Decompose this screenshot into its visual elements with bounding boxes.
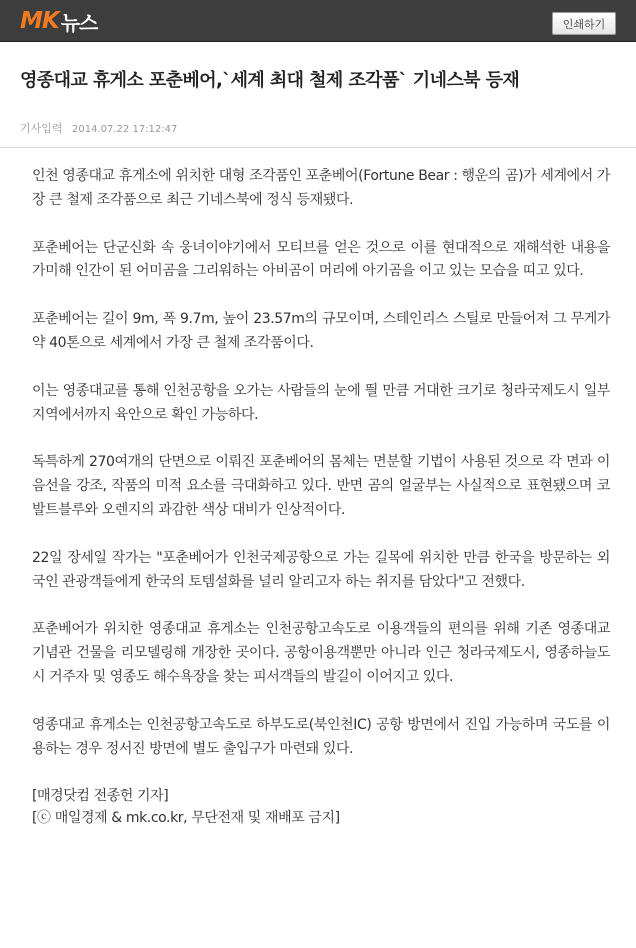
logo-mk-text: MK	[20, 8, 59, 34]
article-paragraph: 영종대교 휴게소는 인천공항고속도로 하부도로(북인천IC) 공항 방면에서 진입 가능하며 국도를 이용하는 경우 정서진 방면에 별도 출입구가 마련돼 있다.	[32, 716, 610, 757]
article-body	[32, 165, 610, 829]
article-meta	[20, 120, 177, 136]
copyright-notice: [ⓒ 매일경제 & mk.co.kr, 무단전재 및 재배포 금지]	[32, 810, 340, 827]
mk-news-logo[interactable]	[20, 8, 97, 34]
published-label: 기사입력	[20, 122, 63, 135]
article-paragraph: 22일 장세일 작가는 "포춘베어가 인천국제공항으로 가는 길목에 위치한 만큼 한국을 방문하는 외국인 관광객들에게 한국의 토템설화를 널리 알리고자 하는 취지를 담았다"고 전했다.	[32, 549, 610, 590]
article-paragraph: 포춘베어는 길이 9m, 폭 9.7m, 높이 23.57m의 규모이며, 스테인리스 스틸로 만들어져 그 무게가 약 40톤으로 세계에서 가장 큰 철제 조각품이다.	[32, 311, 610, 351]
article-title: 영종대교 휴게소 포춘베어,`세계 최대 철제 조각품` 기네스북 등재	[20, 70, 520, 91]
logo-news-text: 뉴스	[60, 10, 98, 35]
published-date: 2014.07.22 17:12:47	[72, 124, 178, 135]
article-header	[0, 42, 636, 148]
article-paragraph: 포춘베어가 위치한 영종대교 휴게소는 인천공항고속도로 이용객들의 편의를 위해 기존 영종대교 기념관 건물을 리모델링해 개장한 곳이다. 공항이용객뿐만 아니라 인근 청라국제도시, 영종하늘도시 거주자 및 영종도 해수욕장을 찾는 피서객들의 발길이 이어지고 있다.	[32, 621, 610, 685]
article-paragraph: 인천 영종대교 휴게소에 위치한 대형 조각품인 포춘베어(Fortune Bear : 행운의 곰)가 세계에서 가장 큰 철제 조각품으로 최근 기네스북에 정식 등재됐다.	[32, 168, 611, 208]
article-paragraph: 독특하게 270여개의 단면으로 이뤄진 포춘베어의 몸체는 면분할 기법이 사용된 것으로 각 면과 이음선을 강조, 작품의 미적 요소를 극대화하고 있다. 반면 곰의 얼굴부는 사실적으로 표현됐으며 코발트블루와 오렌지의 과감한 색상 대비가 인상적이다.	[32, 454, 610, 518]
article-paragraph: 포춘베어는 단군신화 속 웅녀이야기에서 모티브를 얻은 것으로 이를 현대적으로 재해석한 내용을 가미해 인간이 된 어미곰을 그리워하는 아비곰이 머리에 아기곰을 이고 있는 모습을 띠고 있다.	[32, 239, 610, 280]
article-paragraph: 이는 영종대교를 통해 인천공항을 오가는 사람들의 눈에 띌 만큼 거대한 크기로 청라국제도시 일부지역에서까지 육안으로 확인 가능하다.	[32, 382, 610, 423]
reporter-credit: [매경닷컴 전종헌 기자]	[32, 788, 169, 805]
top-bar	[0, 0, 636, 42]
print-button[interactable]: 인쇄하기	[552, 12, 616, 35]
